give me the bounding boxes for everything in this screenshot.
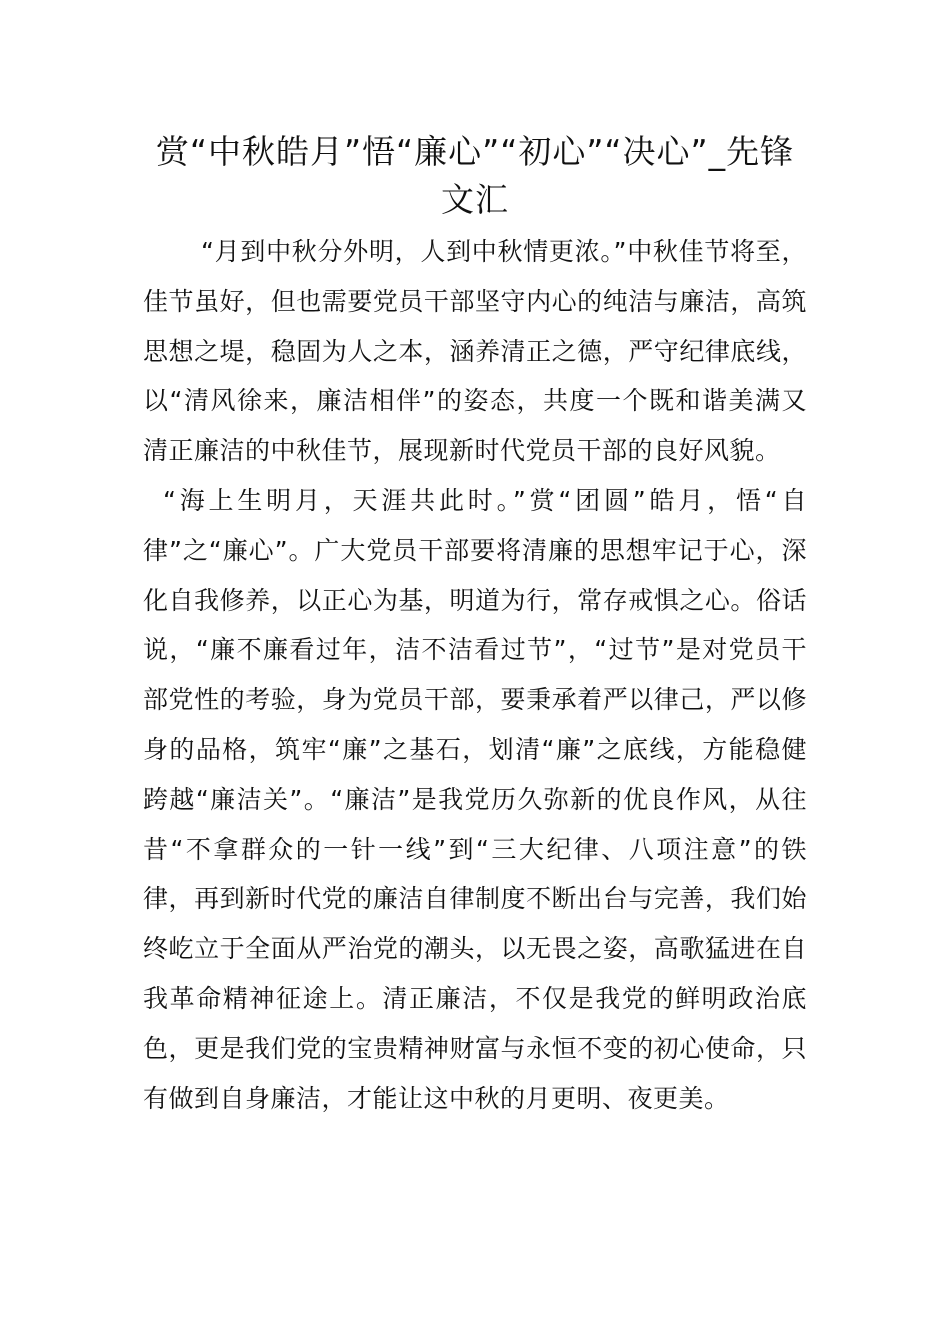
document-body [143,227,807,1123]
document-title: 赏“中秋皓月”悟“廉心”“初心”“决心”_先锋文汇 [155,132,795,219]
paragraph-1: “月到中秋分外明，人到中秋情更浓。”中秋佳节将至，佳节虽好，但也需要党员干部坚守内心的纯洁与廉洁，高筑思想之堤，稳固为人之本，涵养清正之德，严守纪律底线，以“清风徐来，廉洁相伴”的姿态，共度一个既和谐美满又清正廉洁的中秋佳节，展现新时代党员干部的良好风貌。 [143,237,807,466]
paragraph-2: “海上生明月，天涯共此时。”赏“团圆”皓月，悟“自律”之“廉心”。广大党员干部要将清廉的思想牢记于心，深化自我修养，以正心为基，明道为行，常存戒惧之心。俗话说，“廉不廉看过年，洁不洁看过节”，“过节”是对党员干部党性的考验，身为党员干部，要秉承着严以律己，严以修身的品格，筑牢“廉”之基石，划清“廉”之底线，方能稳健跨越“廉洁关”。“廉洁”是我党历久弥新的优良作风，从往昔“不拿群众的一针一线”到“三大纪律、八项注意”的铁律，再到新时代党的廉洁自律制度不断出台与完善，我们始终屹立于全面从严治党的潮头，以无畏之姿，高歌猛进在自我革命精神征途上。清正廉洁，不仅是我党的鲜明政治底色，更是我们党的宝贵精神财富与永恒不变的初心使命，只有做到自身廉洁，才能让这中秋的月更明、夜更美。 [143,485,807,1113]
